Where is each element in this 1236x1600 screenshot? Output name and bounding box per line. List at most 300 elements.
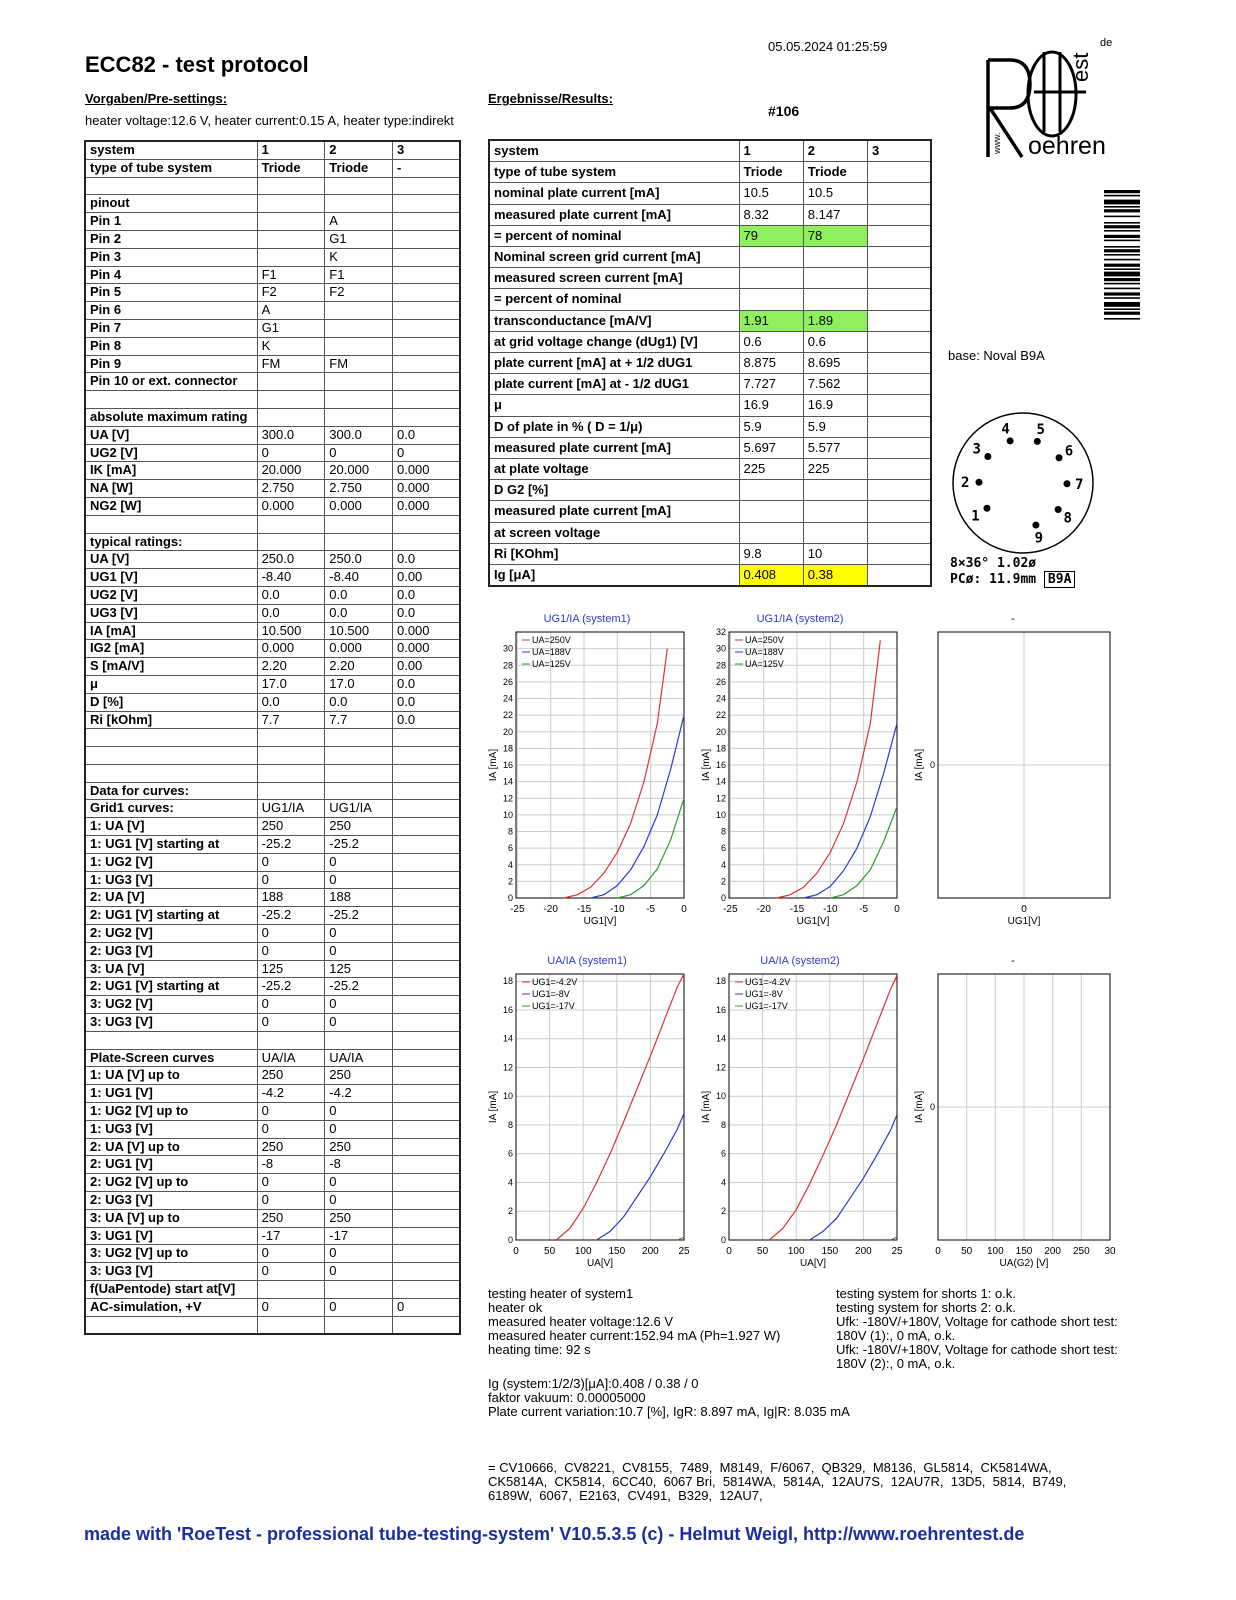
- barcode-bar: [1104, 222, 1140, 224]
- left-cell: [392, 1138, 460, 1156]
- base-pin-label: 2: [961, 475, 970, 492]
- left-row: [85, 818, 460, 836]
- left-cell: [392, 213, 460, 231]
- chart-1: [488, 596, 686, 934]
- chart-ytick-label: 8: [507, 826, 513, 837]
- right-cell: at plate voltage: [489, 459, 739, 480]
- left-cell: -8.40: [325, 569, 393, 587]
- left-cell: Triode: [257, 159, 325, 177]
- right-row: [489, 247, 931, 268]
- chart-ytick-label: 12: [502, 1062, 513, 1073]
- left-row: [85, 729, 460, 747]
- left-cell: 250.0: [325, 551, 393, 569]
- chart-xtick-label: -20: [756, 904, 771, 915]
- left-cell: [257, 515, 325, 533]
- right-cell: 79: [739, 225, 803, 246]
- base-pin-label: 3: [972, 441, 981, 458]
- left-cell: 2: UG2 [V] up to: [85, 1174, 257, 1192]
- left-cell: [325, 177, 393, 195]
- chart-ytick-label: 14: [502, 1033, 513, 1044]
- right-cell: Ri [KOhm]: [489, 543, 739, 564]
- chart-legend-label: UA=125V: [532, 659, 571, 669]
- left-cell: 250: [325, 818, 393, 836]
- chart-xlabel: UA(G2) [V]: [999, 1258, 1049, 1269]
- chart-5: [701, 938, 903, 1276]
- chart-legend-label: UG1=-4.2V: [745, 977, 791, 987]
- chart-xtick-label: -25: [510, 904, 525, 915]
- left-cell: Ri [kOhm]: [85, 711, 257, 729]
- left-cell: 2: UG3 [V]: [85, 1192, 257, 1210]
- left-cell: [392, 1014, 460, 1032]
- left-cell: [392, 889, 460, 907]
- left-cell: Pin 1: [85, 213, 257, 231]
- left-cell: [392, 1156, 460, 1174]
- chart-xtick-label: -25: [723, 904, 738, 915]
- left-row: [85, 497, 460, 515]
- left-cell: 2.20: [257, 658, 325, 676]
- left-cell: UA/IA: [325, 1049, 393, 1067]
- left-cell: 1: [257, 141, 325, 159]
- left-cell: [325, 1031, 393, 1049]
- left-cell: [257, 391, 325, 409]
- chart-xtick-label: 200: [642, 1246, 659, 1257]
- left-row: [85, 515, 460, 533]
- left-cell: -25.2: [257, 907, 325, 925]
- base-label: base: Noval B9A: [948, 348, 1045, 363]
- left-cell: 0: [325, 1245, 393, 1263]
- left-cell: FM: [257, 355, 325, 373]
- chart-xtick-label: 100: [574, 1246, 592, 1257]
- base-spec-line1: 8×36° 1.02ø: [950, 556, 1037, 571]
- left-row: [85, 337, 460, 355]
- right-cell: measured plate current [mA]: [489, 204, 739, 225]
- chart-xtick-label: 50: [757, 1246, 769, 1257]
- left-row: [85, 266, 460, 284]
- left-row: [85, 1120, 460, 1138]
- right-cell: 0.6: [739, 331, 803, 352]
- chart-ytick-label: 28: [502, 660, 513, 671]
- left-cell: 0: [325, 1298, 393, 1316]
- chart-6: [914, 938, 1116, 1276]
- left-cell: [392, 355, 460, 373]
- barcode-bar: [1104, 200, 1140, 205]
- left-cell: IA [mA]: [85, 622, 257, 640]
- left-row: [85, 782, 460, 800]
- barcode-bar: [1104, 318, 1140, 320]
- left-row: [85, 1263, 460, 1281]
- left-row: [85, 622, 460, 640]
- chart-ytick-label: 8: [720, 1119, 726, 1130]
- left-row: [85, 907, 460, 925]
- chart-ylabel: IA [mA]: [914, 748, 925, 782]
- base-pin-dot: [1055, 506, 1062, 513]
- right-cell: [868, 459, 931, 480]
- left-cell: 0.0: [257, 693, 325, 711]
- left-cell: 250: [325, 1067, 393, 1085]
- chart-series-line: [556, 974, 684, 1240]
- left-cell: type of tube system: [85, 159, 257, 177]
- right-cell: 8.695: [803, 353, 867, 374]
- left-cell: [325, 515, 393, 533]
- barcode-bar: [1104, 216, 1140, 218]
- base-pin-label: 1: [971, 508, 980, 525]
- chart-title: UG1/IA (system2): [756, 613, 844, 625]
- chart-ytick-label: 12: [715, 793, 726, 804]
- left-row: [85, 1085, 460, 1103]
- right-row: [489, 140, 931, 162]
- chart-xtick-label: 150: [608, 1246, 626, 1257]
- right-cell: 1: [739, 140, 803, 162]
- left-cell: G1: [257, 319, 325, 337]
- right-cell: 5.577: [803, 437, 867, 458]
- right-cell: [868, 543, 931, 564]
- chart-ytick-label: 6: [720, 1148, 726, 1159]
- heater-test-notes: testing heater of system1 heater ok measured heater voltage:12.6 V measured heater current:152.94 mA (Ph=1.927 W) heating time: 92 s: [488, 1286, 781, 1357]
- chart-svg: [914, 938, 1116, 1276]
- left-row: [85, 604, 460, 622]
- left-cell: [257, 764, 325, 782]
- chart-legend-label: UG1=-8V: [745, 989, 783, 999]
- left-cell: 0: [257, 1174, 325, 1192]
- left-cell: IG2 [mA]: [85, 640, 257, 658]
- barcode-bar: [1104, 302, 1140, 307]
- left-cell: F1: [325, 266, 393, 284]
- right-cell: [868, 374, 931, 395]
- chart-ytick-label: 22: [715, 710, 726, 721]
- right-cell: nominal plate current [mA]: [489, 183, 739, 204]
- left-row: [85, 1156, 460, 1174]
- left-row: [85, 408, 460, 426]
- right-cell: [739, 480, 803, 501]
- chart-ytick-label: 2: [507, 1206, 513, 1217]
- left-row: [85, 853, 460, 871]
- left-cell: [392, 800, 460, 818]
- equivalent-tubes: = CV10666, CV8221, CV8155, 7489, M8149, F/6067, QB329, M8136, GL5814, CK5814WA, CK5814A, CK5814, 6CC40, 6067 Bri, 5814WA, 5814A, 12AU7S, 12AU7R, 13D5, 5814, B749, 6189W, 6067, E2163, CV491, B329, 12AU7,: [488, 1460, 1067, 1503]
- right-cell: [868, 331, 931, 352]
- barcode: [1104, 190, 1140, 322]
- left-cell: Pin 2: [85, 230, 257, 248]
- chart-ytick-label: 2: [720, 876, 726, 887]
- chart-xtick-label: 250: [1072, 1246, 1090, 1257]
- right-cell: 225: [803, 459, 867, 480]
- left-cell: 0.00: [392, 658, 460, 676]
- left-cell: Pin 10 or ext. connector: [85, 373, 257, 391]
- chart-ytick-label: 26: [502, 676, 513, 687]
- chart-ytick-label: 30: [715, 643, 726, 654]
- chart-ytick-label: 0: [507, 1235, 513, 1245]
- right-cell: [868, 310, 931, 331]
- left-cell: 0: [257, 1014, 325, 1032]
- chart-frame: [729, 974, 897, 1240]
- barcode-bar: [1104, 254, 1140, 256]
- left-cell: 250: [257, 818, 325, 836]
- base-pin-dot: [984, 453, 991, 460]
- right-cell: plate current [mA] at + 1/2 dUG1: [489, 353, 739, 374]
- left-cell: -25.2: [257, 978, 325, 996]
- chart-ytick-label: 10: [502, 809, 513, 820]
- left-cell: 0: [325, 1174, 393, 1192]
- right-cell: 5.9: [739, 416, 803, 437]
- left-cell: [325, 1281, 393, 1299]
- left-cell: 0: [257, 853, 325, 871]
- left-cell: [392, 266, 460, 284]
- left-row: [85, 426, 460, 444]
- left-row: [85, 480, 460, 498]
- left-cell: 250.0: [257, 551, 325, 569]
- left-cell: [392, 818, 460, 836]
- right-row: [489, 480, 931, 501]
- chart-xtick-label: -20: [543, 904, 558, 915]
- left-cell: G1: [325, 230, 393, 248]
- right-cell: 10.5: [739, 183, 803, 204]
- left-row: [85, 1103, 460, 1121]
- left-cell: [325, 782, 393, 800]
- left-cell: 250: [325, 1138, 393, 1156]
- left-cell: [392, 925, 460, 943]
- left-cell: 2: UG1 [V] starting at: [85, 978, 257, 996]
- left-cell: Pin 3: [85, 248, 257, 266]
- right-cell: 8.147: [803, 204, 867, 225]
- left-row: [85, 302, 460, 320]
- left-row: [85, 533, 460, 551]
- chart-ytick-label: 4: [507, 1177, 513, 1188]
- right-cell: 225: [739, 459, 803, 480]
- barcode-bar: [1104, 249, 1140, 252]
- chart-ytick-label: 0: [929, 760, 935, 770]
- barcode-bar: [1104, 268, 1140, 270]
- chart-ytick-label: 18: [715, 743, 726, 754]
- chart-xlabel: UA[V]: [799, 1258, 827, 1269]
- base-pin-dot: [1034, 438, 1041, 445]
- left-cell: Triode: [325, 159, 393, 177]
- right-cell: [868, 480, 931, 501]
- right-row: [489, 501, 931, 522]
- barcode-bar: [1104, 206, 1140, 208]
- chart-ytick-label: 4: [720, 859, 726, 870]
- chart-xtick-label: 100: [787, 1246, 805, 1257]
- left-cell: Pin 4: [85, 266, 257, 284]
- logo-word: oehren: [1028, 132, 1106, 160]
- right-cell: 0.38: [803, 565, 867, 587]
- left-cell: 0: [257, 871, 325, 889]
- left-cell: 3: UG3 [V]: [85, 1014, 257, 1032]
- left-cell: 20.000: [257, 462, 325, 480]
- left-cell: -4.2: [325, 1085, 393, 1103]
- chart-ytick-label: 30: [502, 643, 513, 654]
- heater-settings: heater voltage:12.6 V, heater current:0.15 A, heater type:indirekt: [85, 113, 454, 128]
- barcode-bar: [1104, 230, 1140, 232]
- right-cell: = percent of nominal: [489, 289, 739, 310]
- chart-xtick-label: -5: [646, 904, 656, 915]
- right-cell: system: [489, 140, 739, 162]
- right-cell: at grid voltage change (dUg1) [V]: [489, 331, 739, 352]
- base-pin-label: 8: [1063, 510, 1072, 527]
- presettings-table: [84, 140, 461, 1335]
- left-cell: 188: [325, 889, 393, 907]
- summary-notes: Ig (system:1/2/3)[μA]:0.408 / 0.38 / 0 faktor vakuum: 0.00005000 Plate current variation:10.7 [%], IgR: 8.897 mA, Ig|R: 8.035 mA: [488, 1376, 850, 1419]
- left-cell: [392, 1263, 460, 1281]
- right-cell: 16.9: [739, 395, 803, 416]
- chart-title: UG1/IA (system1): [543, 613, 631, 625]
- left-cell: [392, 1103, 460, 1121]
- chart-legend-label: UG1=-17V: [745, 1001, 788, 1011]
- chart-xtick-label: 150: [821, 1246, 839, 1257]
- right-row: [489, 543, 931, 564]
- left-cell: Pin 5: [85, 284, 257, 302]
- left-cell: 2: UA [V] up to: [85, 1138, 257, 1156]
- right-cell: 2: [803, 140, 867, 162]
- left-cell: 1: UG1 [V] starting at: [85, 836, 257, 854]
- chart-legend-label: UA=188V: [532, 647, 571, 657]
- left-cell: 0.0: [392, 693, 460, 711]
- left-cell: 0: [325, 871, 393, 889]
- right-cell: 7.727: [739, 374, 803, 395]
- left-cell: 125: [325, 960, 393, 978]
- left-cell: [392, 853, 460, 871]
- chart-legend-label: UA=250V: [532, 635, 571, 645]
- left-row: [85, 871, 460, 889]
- left-cell: [257, 533, 325, 551]
- left-cell: NA [W]: [85, 480, 257, 498]
- presettings-heading: Vorgaben/Pre-settings:: [85, 91, 228, 106]
- left-cell: 0: [325, 925, 393, 943]
- chart-ylabel: IA [mA]: [701, 1090, 712, 1124]
- left-row: [85, 319, 460, 337]
- left-cell: [85, 729, 257, 747]
- left-cell: A: [325, 213, 393, 231]
- left-cell: [257, 1316, 325, 1334]
- left-row: [85, 764, 460, 782]
- left-cell: 188: [257, 889, 325, 907]
- left-cell: -17: [325, 1227, 393, 1245]
- chart-xtick-label: -10: [610, 904, 625, 915]
- chart-xtick-label: 200: [855, 1246, 872, 1257]
- left-cell: 3: UG2 [V]: [85, 996, 257, 1014]
- right-cell: type of tube system: [489, 162, 739, 183]
- left-cell: 0: [257, 925, 325, 943]
- right-cell: Triode: [739, 162, 803, 183]
- right-cell: [803, 480, 867, 501]
- chart-series-line: [769, 975, 897, 1240]
- left-cell: Pin 9: [85, 355, 257, 373]
- left-cell: 250: [257, 1138, 325, 1156]
- right-row: [489, 374, 931, 395]
- left-cell: 3: UA [V] up to: [85, 1209, 257, 1227]
- chart-title: UA/IA (system1): [547, 955, 627, 967]
- left-cell: UG3 [V]: [85, 604, 257, 622]
- chart-xtick-label: 25: [891, 1246, 903, 1257]
- chart-svg: [488, 938, 690, 1276]
- left-row: [85, 1138, 460, 1156]
- logo-tld: de: [1100, 37, 1113, 49]
- right-cell: [803, 289, 867, 310]
- right-cell: 7.562: [803, 374, 867, 395]
- left-cell: 0.0: [392, 604, 460, 622]
- left-cell: [392, 177, 460, 195]
- base-spec-tag: B9A: [1044, 571, 1075, 588]
- right-cell: 1.89: [803, 310, 867, 331]
- left-cell: 0: [325, 942, 393, 960]
- chart-ylabel: IA [mA]: [914, 1090, 925, 1124]
- right-cell: [868, 353, 931, 374]
- left-cell: K: [325, 248, 393, 266]
- chart-svg: [914, 596, 1112, 934]
- chart-ytick-label: 22: [502, 710, 513, 721]
- right-cell: [803, 268, 867, 289]
- left-cell: 3: UG2 [V] up to: [85, 1245, 257, 1263]
- left-cell: [325, 764, 393, 782]
- right-cell: 10: [803, 543, 867, 564]
- left-row: [85, 462, 460, 480]
- left-cell: 0.000: [257, 497, 325, 515]
- left-cell: [257, 408, 325, 426]
- right-cell: [868, 565, 931, 587]
- left-cell: -8: [325, 1156, 393, 1174]
- barcode-bar: [1104, 240, 1140, 242]
- left-cell: 0.000: [392, 497, 460, 515]
- right-cell: 8.875: [739, 353, 803, 374]
- left-row: [85, 1298, 460, 1316]
- left-cell: [392, 1031, 460, 1049]
- left-cell: [392, 1192, 460, 1210]
- chart-ytick-label: 10: [502, 1091, 513, 1102]
- barcode-bar: [1104, 308, 1140, 310]
- chart-ylabel: IA [mA]: [701, 748, 712, 782]
- left-cell: 0.00: [392, 569, 460, 587]
- base-pin-dot: [1032, 522, 1039, 529]
- right-cell: measured plate current [mA]: [489, 501, 739, 522]
- left-cell: 0: [257, 1120, 325, 1138]
- left-cell: [392, 836, 460, 854]
- left-cell: 0.0: [257, 604, 325, 622]
- left-cell: 2: [325, 141, 393, 159]
- left-cell: S [mA/V]: [85, 658, 257, 676]
- left-cell: -8.40: [257, 569, 325, 587]
- chart-ytick-label: 24: [502, 693, 513, 704]
- left-cell: [257, 373, 325, 391]
- left-cell: 17.0: [257, 675, 325, 693]
- left-cell: 0.0: [325, 693, 393, 711]
- barcode-bar: [1104, 259, 1140, 261]
- left-row: [85, 230, 460, 248]
- left-cell: [392, 1049, 460, 1067]
- left-cell: UA [V]: [85, 551, 257, 569]
- chart-xlabel: UG1[V]: [1007, 916, 1041, 927]
- left-cell: -25.2: [325, 836, 393, 854]
- left-cell: [392, 871, 460, 889]
- chart-legend-label: UA=125V: [745, 659, 784, 669]
- left-cell: typical ratings:: [85, 533, 257, 551]
- chart-ytick-label: 20: [502, 726, 513, 737]
- right-cell: [868, 225, 931, 246]
- right-cell: 10.5: [803, 183, 867, 204]
- left-cell: 2: UG1 [V]: [85, 1156, 257, 1174]
- left-cell: 0: [257, 996, 325, 1014]
- chart-ytick-label: 0: [720, 893, 726, 903]
- chart-svg: [701, 938, 903, 1276]
- left-cell: [257, 213, 325, 231]
- left-cell: 0.0: [257, 586, 325, 604]
- chart-xlabel: UG1[V]: [583, 916, 617, 927]
- base-pin-label: 6: [1064, 443, 1074, 460]
- right-cell: 5.9: [803, 416, 867, 437]
- left-row: [85, 675, 460, 693]
- chart-ytick-label: 18: [502, 976, 513, 987]
- left-cell: UG1/IA: [325, 800, 393, 818]
- left-row: [85, 284, 460, 302]
- left-cell: 2.20: [325, 658, 393, 676]
- left-row: [85, 693, 460, 711]
